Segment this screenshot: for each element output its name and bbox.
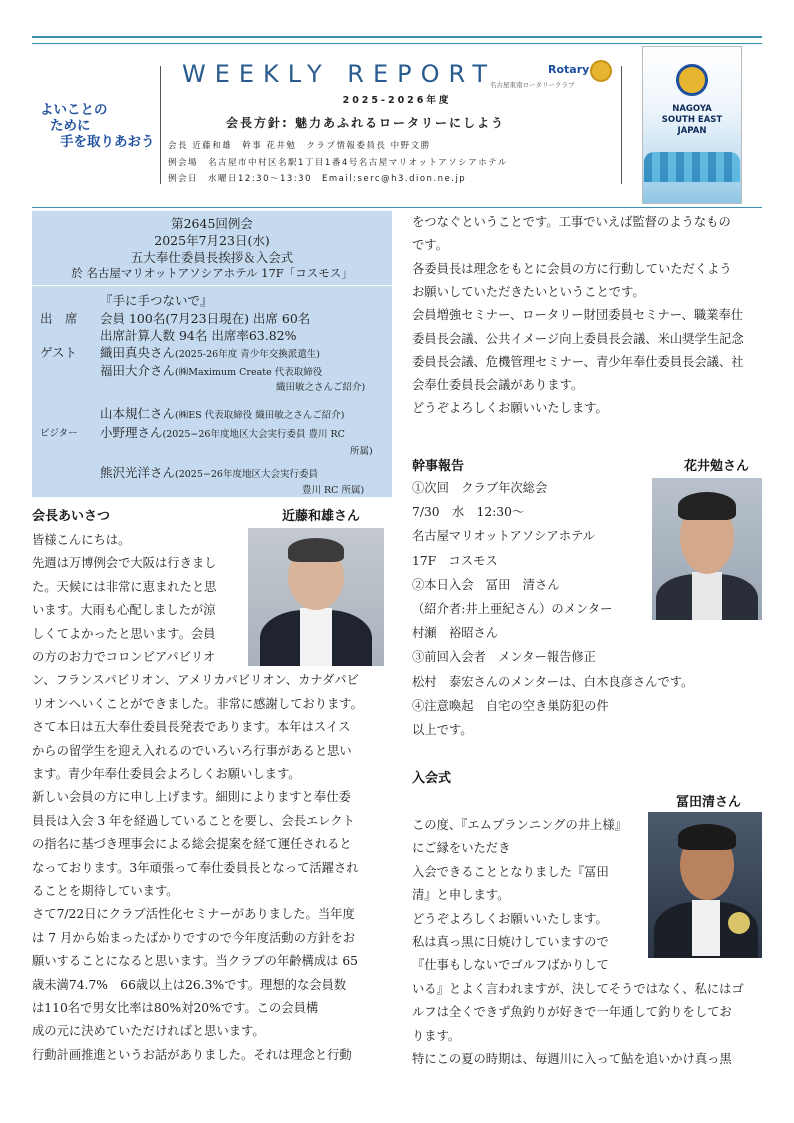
secretary-heading: 幹事報告 bbox=[412, 459, 465, 474]
text-line: さて本日は五大奉仕委員長発表であります。本年はスイス bbox=[32, 720, 351, 735]
attendance-label: 出 席 bbox=[40, 311, 78, 326]
text-line: 会奉仕委員長会議があります。 bbox=[412, 378, 584, 393]
guest-note: (㈱ES 代表取締役 織田敏之さんご紹介) bbox=[175, 410, 345, 421]
text-line: にご縁をいただき bbox=[412, 841, 511, 856]
guest-entry bbox=[100, 343, 320, 361]
text-line: た。天候には非常に恵まれたと思 bbox=[32, 579, 217, 594]
visitor-note: 所属) bbox=[350, 446, 373, 457]
secretary-photo bbox=[652, 478, 762, 620]
text-line: 成の元に決めていただければと思います。 bbox=[32, 1024, 265, 1039]
text-line: 17F コスモス bbox=[412, 553, 498, 568]
text-line: は 7 月から始まったばかりですので今年度活動の方針をお bbox=[32, 930, 356, 945]
text-line: います。大雨も心配しましたが涼 bbox=[32, 603, 216, 618]
meeting-divider bbox=[32, 285, 392, 286]
rotary-wheel-icon bbox=[590, 60, 612, 82]
text-line: 委員長会議、公共イメージ向上委員長会議、米山奨学生記念 bbox=[412, 331, 744, 346]
text-line: ります。 bbox=[412, 1028, 461, 1043]
text-line: いる』とよく言われますが、決してそうではなく、私にはゴ bbox=[412, 981, 744, 996]
banner-text bbox=[642, 104, 742, 137]
new-member-photo bbox=[648, 812, 762, 958]
photo-shirt bbox=[300, 608, 332, 666]
banner-line: NAGOYA bbox=[672, 104, 712, 114]
text-line: です。 bbox=[412, 238, 448, 253]
text-line: どうぞよろしくお願いいたします。 bbox=[412, 911, 608, 926]
text-line: ①次回 クラブ年次総会 bbox=[412, 481, 548, 495]
visitor-entry bbox=[100, 463, 318, 481]
meeting-date: 2025年7月23日(水) bbox=[154, 233, 270, 248]
text-line: ます。青少年奉仕委員会よろしくお願いします。 bbox=[32, 767, 301, 781]
text-line: ることを期待しています。 bbox=[32, 884, 179, 898]
text-line: 各委員長は理念をもとに会員の方に行動していただくよう bbox=[412, 261, 732, 276]
visitor-note: (2025−26年度地区大会実行委員 bbox=[175, 469, 318, 480]
text-line: なっております。3年頑張って奉仕委員長となって活躍され bbox=[32, 860, 359, 875]
president-name: 近藤和雄さん bbox=[282, 509, 361, 524]
text-line: 私は真っ黒に日焼けしていますので bbox=[412, 935, 609, 949]
photo-shirt bbox=[692, 572, 722, 620]
text-line: リオンへいくことができました。非常に感謝しております。 bbox=[32, 696, 363, 711]
banner-line: SOUTH EAST bbox=[661, 115, 723, 125]
text-line: の指名に基づき理事会による総会提案を経て運任されると bbox=[32, 837, 352, 852]
text-line: 新しい会員の方に申し上げます。細則によりますと奉仕委 bbox=[32, 790, 351, 805]
officers-line: 会長 近藤和雄 幹事 花井勉 クラブ情報委員長 中野文勝 bbox=[168, 141, 431, 151]
text-line: （紹介者:井上亜紀さん）のメンター bbox=[412, 602, 613, 616]
guest-label: ゲスト bbox=[40, 345, 78, 360]
schedule-line: 例会日 水曜日12:30～13:30 Email:serc@h3.dion.ne.jp bbox=[168, 174, 467, 184]
text-line: 松村 泰宏さんのメンターは、白木良彦さんです。 bbox=[412, 674, 694, 689]
guest-entry bbox=[100, 404, 344, 422]
text-line: さて7/22日にクラブ活性化セミナーがありました。当年度 bbox=[32, 907, 355, 922]
text-line: 村瀬 裕昭さん bbox=[412, 626, 499, 641]
header-rule-top bbox=[32, 36, 762, 38]
meeting-place: 於 名古屋マリオットアソシアホテル 17F「コスモス」 bbox=[71, 266, 353, 280]
text-line: 員長は入会 3 年を経過していることを要し、会長エレクト bbox=[32, 813, 355, 828]
rotary-emblem-icon bbox=[676, 64, 708, 96]
text-line: 願いすることになると思います。当クラブの年齢構成は 65 bbox=[32, 954, 358, 969]
text-line: 行動計画推進というお話がありました。それは理念と行動 bbox=[32, 1047, 352, 1062]
visitor-entry bbox=[100, 423, 345, 441]
text-line: からの留学生を迎え入れるのでいろいろ行事があると思い bbox=[32, 743, 352, 758]
header-rule-bottom bbox=[32, 207, 762, 208]
text-line: 委員長会議、危機管理セミナー、青少年奉仕委員長会議、社 bbox=[412, 354, 744, 369]
visitor-note: (2025−26年度地区大会実行委員 豊川 RC bbox=[162, 429, 345, 440]
attendance-rate: 出席計算人数 94名 出席率63.82% bbox=[100, 328, 297, 343]
text-line: 皆様こんにちは。 bbox=[32, 533, 131, 547]
text-line: 先週は万博例会で大阪は行きまし bbox=[32, 556, 217, 571]
text-line: お願いしていただきたいということです。 bbox=[412, 284, 645, 299]
secretary-name: 花井勉さん bbox=[684, 459, 750, 474]
slogan-line: 手を取りあおう bbox=[60, 134, 155, 150]
guest-name: 山本規仁さん bbox=[100, 406, 176, 421]
guest-note: (㈱Maximum Create 代表取締役 bbox=[175, 367, 323, 378]
guest-note: 織田敏之さんご紹介) bbox=[276, 382, 366, 393]
guest-entry bbox=[100, 361, 322, 379]
badge-icon bbox=[728, 912, 750, 934]
photo-hair bbox=[288, 538, 344, 562]
meeting-number: 第2645回例会 bbox=[171, 216, 253, 231]
photo-hair bbox=[678, 492, 736, 520]
guest-note: (2025-26年度 青少年交換派遣生) bbox=[175, 349, 320, 360]
text-line: 7/30 水 12:30～ bbox=[412, 505, 525, 520]
text-line: ④注意喚起 自宅の空き巣防犯の件 bbox=[412, 698, 609, 713]
guest-name: 織田真央さん bbox=[100, 345, 176, 360]
president-policy: 会長方針: 魅力あふれるロータリーにしよう bbox=[226, 116, 505, 130]
guest-name: 福田大介さん bbox=[100, 363, 176, 378]
club-slogan bbox=[40, 102, 165, 150]
visitor-name: 熊沢光洋さん bbox=[100, 465, 176, 480]
report-title: WEEKLY REPORT bbox=[182, 60, 497, 88]
text-line: は110名で男女比率は80%対20%です。この会員構 bbox=[32, 1001, 319, 1015]
text-line: この度、『エムプランニングの井上様』 bbox=[412, 818, 627, 832]
banner-wave-pattern bbox=[644, 152, 740, 182]
induction-name: 冨田清さん bbox=[676, 795, 742, 810]
fiscal-year: 2025-2026年度 bbox=[342, 95, 452, 106]
text-line: ン、フランスパビリオン、アメリカパビリオン、カナダパビ bbox=[32, 673, 359, 688]
text-line: 以上です。 bbox=[412, 723, 473, 737]
meeting-theme: 『手に手つないで』 bbox=[100, 293, 213, 308]
slogan-line: よいことの bbox=[40, 102, 108, 118]
president-heading: 会長あいさつ bbox=[32, 509, 111, 524]
text-line: どうぞよろしくお願いいたします。 bbox=[412, 401, 608, 416]
text-line: ルフは全くできず魚釣りが好きで一年通して釣りをしてお bbox=[412, 1005, 732, 1020]
text-line: ②本日入会 冨田 清さん bbox=[412, 577, 560, 592]
banner-line: JAPAN bbox=[677, 126, 707, 136]
visitor-name: 小野理さん bbox=[100, 425, 163, 440]
photo-shirt bbox=[692, 900, 720, 956]
meeting-subject: 五大奉仕委員長挨拶＆入会式 bbox=[130, 250, 294, 265]
header-rule-top-thin bbox=[32, 43, 762, 44]
president-photo bbox=[248, 528, 384, 666]
visitor-label: ビジター bbox=[40, 428, 78, 439]
meeting-info-box bbox=[32, 211, 392, 497]
text-line: ③前回入会者 メンター報告修正 bbox=[412, 650, 596, 665]
text-line: 会員増強セミナー、ロータリー財団委員セミナー、職業奉仕 bbox=[412, 308, 744, 323]
text-line: 『仕事もしないでゴルフばかりして bbox=[412, 958, 609, 973]
text-line: 特にこの夏の時期は、毎週川に入って鮎を追いかけ真っ黒 bbox=[412, 1052, 732, 1066]
photo-hair bbox=[678, 824, 736, 850]
text-line: 清』と申します。 bbox=[412, 888, 510, 903]
text-line: しくてよかったと思います。会員 bbox=[32, 626, 216, 641]
rotary-wordmark: Rotary bbox=[548, 63, 590, 76]
attendance-members: 会員 100名(7月23日現在) 出席 60名 bbox=[100, 311, 311, 326]
text-line: の方のお力でコロンビアパビリオ bbox=[32, 650, 216, 664]
text-line: をつなぐということです。工事でいえば監督のようなもの bbox=[412, 215, 731, 229]
slogan-line: ために bbox=[50, 118, 91, 134]
text-line: 名古屋マリオットアソシアホテル bbox=[412, 529, 595, 544]
visitor-note: 豊川 RC 所属) bbox=[302, 485, 365, 496]
induction-heading: 入会式 bbox=[412, 771, 452, 786]
text-line: 入会できることとなりました『冨田 bbox=[412, 864, 609, 879]
text-line: 歳未満74.7% 66歳以上は26.3%です。理想的な会員数 bbox=[32, 977, 347, 992]
club-name: 名古屋東南ロータリークラブ bbox=[490, 81, 575, 89]
venue-line: 例会場 名古屋市中村区名駅1丁目1番4号名古屋マリオットアソシアホテル bbox=[168, 158, 508, 168]
